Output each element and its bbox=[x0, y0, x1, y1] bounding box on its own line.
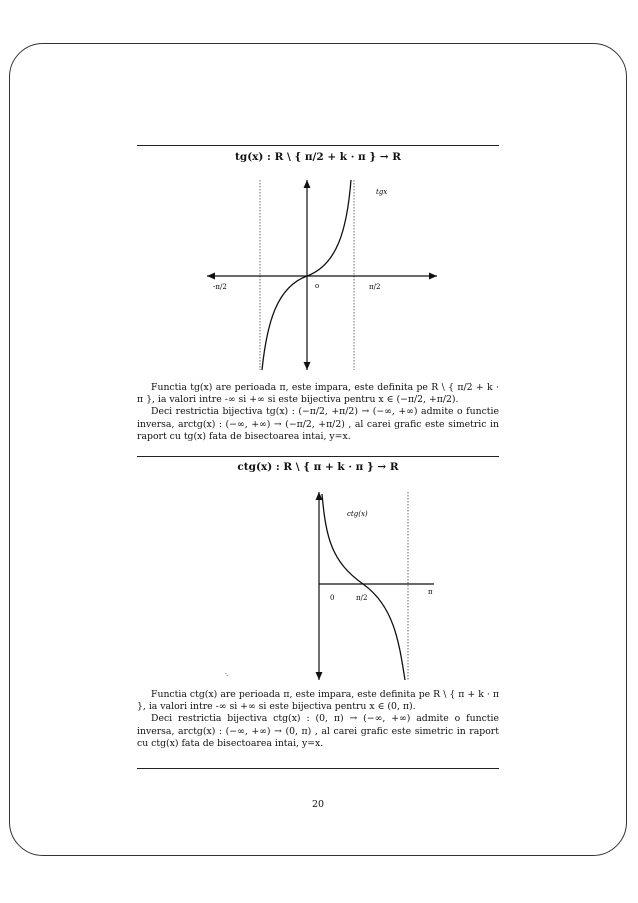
ctg-y-arrow-up bbox=[316, 492, 323, 500]
ctg-graph-svg bbox=[137, 484, 499, 684]
ctg-paragraph bbox=[137, 689, 499, 750]
tg-paragraph bbox=[137, 382, 499, 443]
tg-paragraph-1: Functia tg(x) are perioada π, este impara, este definita pe R \ { π/2 + k · π }, ia valori intre -∞ si +∞ si este bijectiva pentru x ∈ (−π/2, +π/2). bbox=[137, 382, 499, 406]
ctg-paragraph-2: Deci restrictia bijectiva ctg(x) : (0, π) → (−∞, +∞) admite o functie inversa, arctg(x) : (−∞, +∞) → (0, π) , al carei grafic este simetric in raport cu ctg(x) fata de bisectoarea intai, y=x. bbox=[137, 713, 499, 749]
ctg-curve bbox=[322, 494, 405, 680]
tg-y-arrow-up bbox=[304, 180, 311, 188]
tg-graph bbox=[137, 172, 499, 377]
tg-tick-origin: o bbox=[315, 282, 320, 290]
tg-tick-right: π/2 bbox=[369, 283, 381, 291]
middle-rule bbox=[137, 456, 499, 457]
ctg-y-arrow-down bbox=[316, 672, 323, 680]
ctg-tick-mid: π/2 bbox=[356, 594, 368, 602]
top-rule bbox=[137, 145, 499, 146]
tg-tick-left: -π/2 bbox=[213, 283, 227, 291]
ctg-tick-right: π bbox=[428, 588, 433, 596]
tg-graph-svg bbox=[137, 172, 499, 377]
ctg-paragraph-1: Functia ctg(x) are perioada π, este impara, este definita pe R \ { π + k · π }, ia valori intre -∞ si +∞ si este bijectiva pentru x ∈ (0, π). bbox=[137, 689, 499, 713]
ctg-graph bbox=[137, 484, 499, 684]
tg-paragraph-2: Deci restrictia bijectiva tg(x) : (−π/2, +π/2) → (−∞, +∞) admite o functie inversa, arctg(x) : (−∞, +∞) → (−π/2, +π/2) , al carei grafic este simetric in raport cu tg(x) fata de bisectoarea intai, y=x. bbox=[137, 406, 499, 442]
tg-curve-label: tgx bbox=[376, 188, 388, 196]
tg-y-arrow-down bbox=[304, 362, 311, 370]
tg-heading: tg(x) : R \ { π/2 + k · π } → R bbox=[235, 151, 401, 163]
tg-x-arrow-left bbox=[207, 273, 215, 280]
ctg-curve-label: ctg(x) bbox=[347, 510, 368, 518]
tg-x-arrow-right bbox=[429, 273, 437, 280]
page-number: 20 bbox=[311, 799, 325, 810]
ctg-heading: ctg(x) : R \ { π + k · π } → R bbox=[237, 461, 399, 473]
ctg-stray-mark: ·. bbox=[225, 671, 229, 678]
bottom-rule bbox=[137, 768, 499, 769]
ctg-tick-origin: 0 bbox=[330, 594, 335, 602]
